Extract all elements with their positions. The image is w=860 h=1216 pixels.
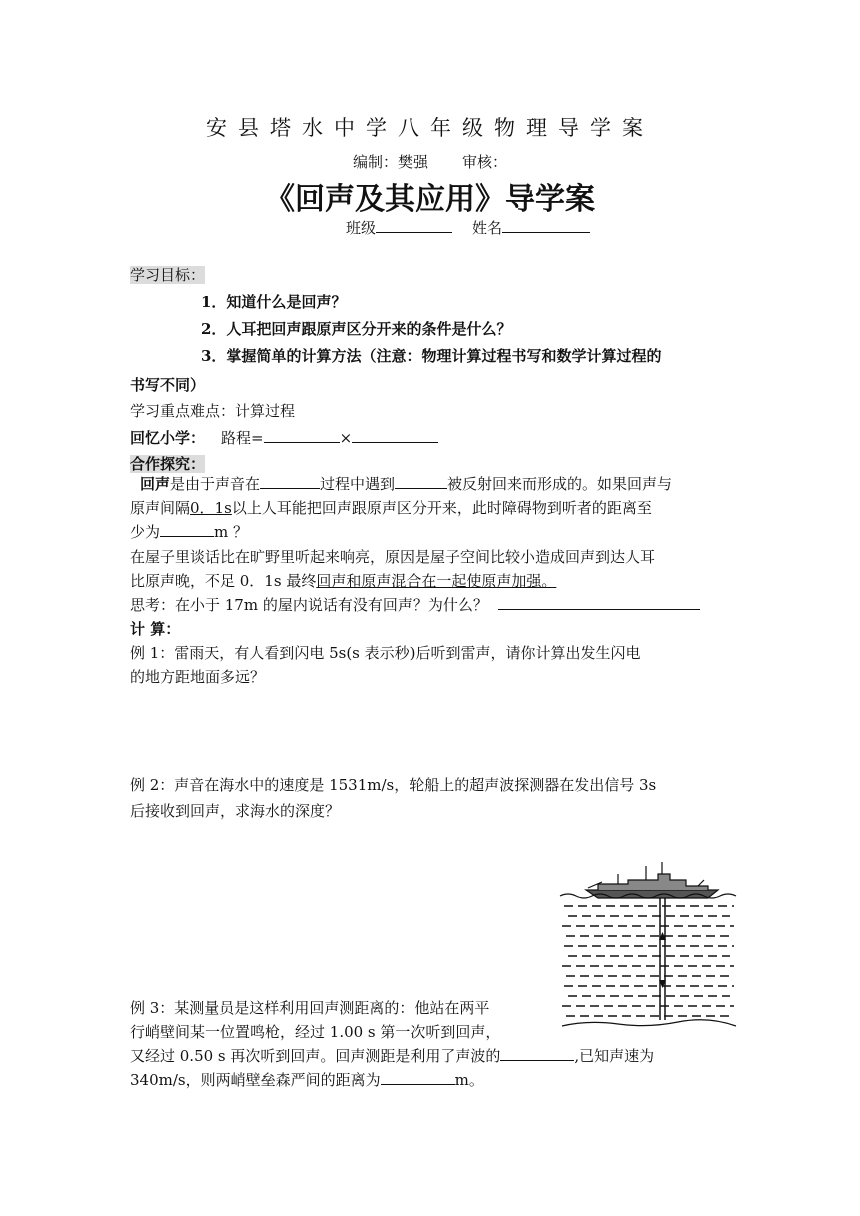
- page-title: 《回声及其应用》导学案: [265, 182, 595, 217]
- explore-line-5: [130, 570, 556, 591]
- explore-line-4: 在屋子里谈话比在旷野里听起来响亮，原因是屋子空间比较小造成回声到达人耳: [130, 548, 656, 566]
- text: 过程中遇到: [320, 475, 396, 493]
- calc-heading: 计 算：: [130, 620, 181, 638]
- recall-formula: 路程=: [221, 429, 264, 447]
- editor-line: [0, 151, 860, 172]
- text: 被反射回来而形成的。如果回声与: [447, 475, 673, 493]
- text: 少为: [130, 523, 161, 541]
- text: 又经过 0.50 s 再次听到回声。回声测距是利用了声波的: [130, 1047, 501, 1065]
- goal-item-1: 1．知道什么是回声？: [201, 293, 347, 311]
- ship-sonar-illustration: [558, 860, 738, 1032]
- explore-line-3: [130, 521, 248, 542]
- example-3-line-3: [130, 1045, 654, 1066]
- text: 是由于声音在: [170, 475, 261, 493]
- example-1-line-2: 的地方距地面多远？: [130, 668, 266, 686]
- blank-2[interactable]: [395, 473, 447, 489]
- text: ,已知声速为: [574, 1047, 655, 1065]
- echo-bold: 回声: [140, 475, 171, 493]
- name-blank[interactable]: [502, 217, 590, 233]
- goals-heading: 学习目标：: [130, 266, 206, 284]
- class-name-line: [346, 217, 590, 238]
- explore-line-1: [140, 473, 672, 494]
- example-3-line-4: [130, 1069, 484, 1090]
- times-sign: ×: [339, 429, 353, 447]
- recall-blank-2[interactable]: [352, 427, 438, 443]
- text: m ？: [214, 523, 249, 541]
- blank-distance[interactable]: [381, 1069, 455, 1085]
- name-label: 姓名: [472, 219, 503, 237]
- text: 340m/s，则两峭壁垒森严间的距离为: [130, 1071, 381, 1089]
- text: m。: [454, 1071, 484, 1089]
- goal-item-2: 2．人耳把回声跟原声区分开来的条件是什么？: [201, 320, 512, 338]
- interval-value: 0．1s: [190, 499, 232, 517]
- example-2-line-1: 例 2：声音在海水中的速度是 1531m/s，轮船上的超声波探测器在发出信号 3s: [130, 776, 657, 794]
- example-3-line-1: 例 3：某测量员是这样利用回声测距离的：他站在两平: [130, 999, 490, 1017]
- blank-wave[interactable]: [500, 1045, 574, 1061]
- class-blank[interactable]: [376, 217, 452, 233]
- goal-item-3: 3．掌握简单的计算方法（注意：物理计算过程书写和数学计算过程的: [201, 347, 662, 365]
- example-1-line-1: 例 1：雷雨天，有人看到闪电 5s(s 表示秒)后听到雷声，请你计算出发生闪电: [130, 644, 641, 662]
- school-header: 安县塔水中学八年级物理导学案: [206, 116, 654, 140]
- underlined-text: 回声和原声混合在一起使原声加强。: [316, 572, 557, 590]
- blank-3[interactable]: [160, 521, 214, 537]
- recall-label: 回忆小学：: [130, 429, 206, 447]
- text: 原声间隔: [130, 499, 191, 517]
- example-2-line-2: 后接收到回声，求海水的深度？: [130, 802, 341, 820]
- recall-blank-1[interactable]: [264, 427, 340, 443]
- review-label: 审核：: [462, 153, 508, 171]
- focus-line: 学习重点难点：计算过程: [130, 402, 296, 420]
- text: 比原声晚，不足 0．1s 最终: [130, 572, 317, 590]
- editor-label: 编制：樊强: [352, 153, 428, 171]
- think-text: 思考：在小于 17m 的屋内说话有没有回声？为什么？: [130, 596, 488, 614]
- explore-line-2: [130, 497, 652, 518]
- explore-heading: 合作探究：: [130, 455, 206, 473]
- blank-1[interactable]: [260, 473, 320, 489]
- goal-item-3-cont: 书写不同）: [130, 376, 206, 394]
- think-blank[interactable]: [498, 594, 700, 610]
- example-3-line-2: 行峭壁间某一位置鸣枪，经过 1.00 s 第一次听到回声，: [130, 1023, 501, 1041]
- text: 以上人耳能把回声跟原声区分开来，此时障碍物到听者的距离至: [231, 499, 652, 517]
- class-label: 班级: [346, 219, 377, 237]
- recall-line: [130, 427, 438, 448]
- think-line: [130, 594, 700, 615]
